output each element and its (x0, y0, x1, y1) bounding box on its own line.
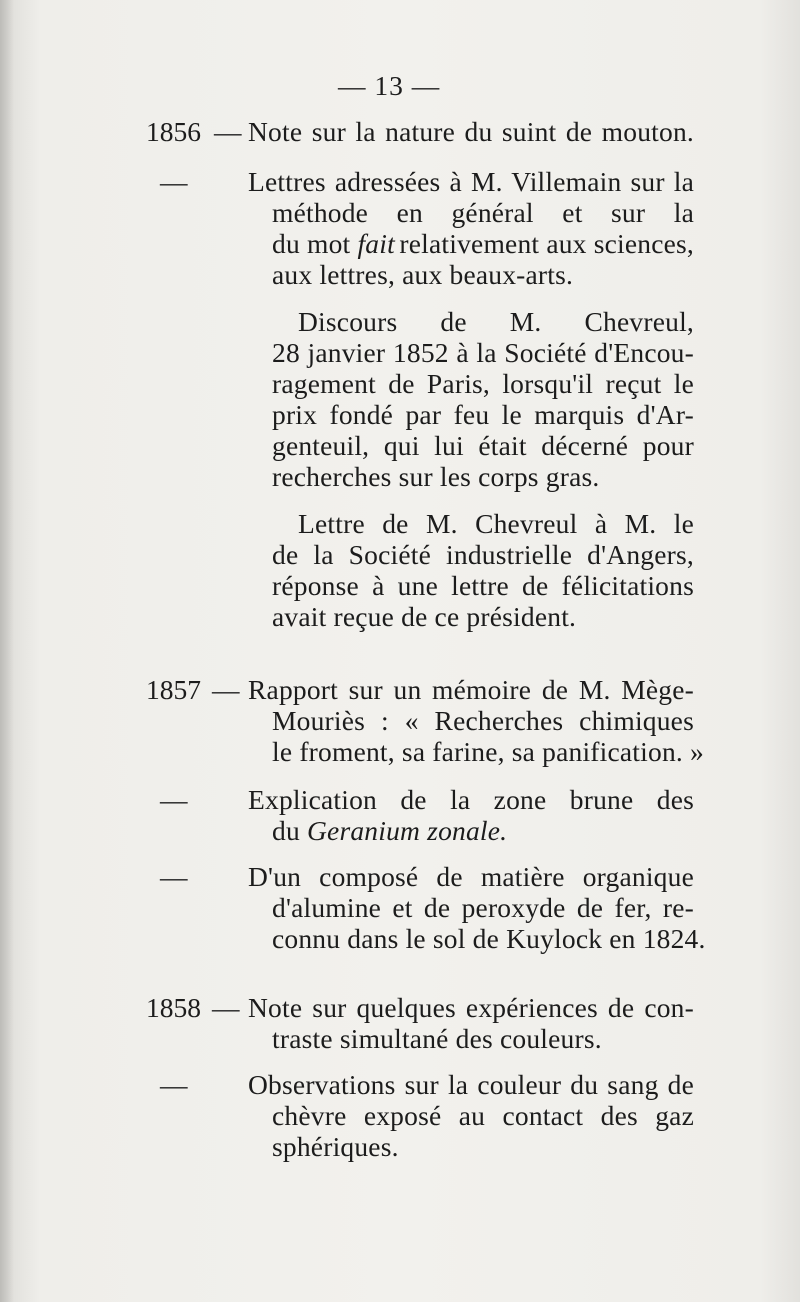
entry-line: 28 janvier 1852 à la Société d'Encou- (272, 337, 694, 368)
entry-line: d'alumine et de peroxyde de fer, re- (272, 892, 694, 923)
year-1858: 1858 (146, 992, 201, 1023)
entry-dash: — (160, 166, 188, 197)
page-number: — 13 — (338, 70, 441, 101)
inline-text: du mot (272, 228, 358, 259)
entry-line: Discours de M. Chevreul, (298, 306, 694, 337)
entry-line: Lettre de M. Chevreul à M. le (298, 508, 694, 539)
entry-line: méthode en général et sur la (272, 197, 694, 228)
entry-line: Note sur la nature du suint de mouton. (248, 116, 694, 147)
entry-line: ragement de Paris, lorsqu'il reçut le (272, 368, 694, 399)
entry-line: Note sur quelques expériences de con- (248, 992, 694, 1023)
entry-dash: — (212, 992, 240, 1023)
entry-dash: — (160, 1069, 188, 1100)
entry-line: Explication de la zone brune des (248, 784, 694, 815)
italic-species: Geranium zonale. (306, 815, 508, 846)
entry-line: Mouriès : « Recherches chimiques (272, 705, 694, 736)
entry-line: genteuil, qui lui était décerné pour (272, 430, 694, 461)
italic-word: fait (357, 228, 395, 259)
entry-line: recherches sur les corps gras. (272, 461, 600, 492)
entry-line: traste simultané des couleurs. (272, 1023, 602, 1054)
entry-dash: — (212, 674, 240, 705)
entry-line: prix fondé par feu le marquis d'Ar- (272, 399, 694, 430)
entry-line (272, 815, 507, 847)
page-edge-shadow (0, 0, 14, 1302)
entry-dash: — (160, 784, 188, 815)
entry-dash: — (160, 861, 188, 892)
entry-line: sphériques. (272, 1131, 399, 1162)
year-1857: 1857 (146, 674, 201, 705)
entry-line: D'un composé de matière organique (248, 861, 694, 892)
entry-line: Observations sur la couleur du sang de (248, 1069, 694, 1100)
inline-text: relativement aux sciences, (399, 228, 694, 259)
entry-line: avait reçue de ce président. (272, 601, 577, 632)
entry-line: réponse à une lettre de félicitations (272, 570, 694, 601)
entry-line: Rapport sur un mémoire de M. Mège- (248, 674, 694, 705)
entry-line: de la Société industrielle d'Angers, (272, 539, 694, 570)
entry-line: Lettres adressées à M. Villemain sur la (248, 166, 694, 197)
entry-dash: — (214, 116, 242, 147)
year-1856: 1856 (146, 116, 201, 147)
entry-line: connu dans le sol de Kuylock en 1824. (272, 923, 706, 954)
entry-line (272, 228, 694, 260)
entry-line: aux lettres, aux beaux-arts. (272, 259, 574, 290)
entry-line: chèvre exposé au contact des gaz (272, 1100, 694, 1131)
entry-line: le froment, sa farine, sa panification. » (272, 736, 704, 767)
inline-text: du (272, 815, 307, 846)
